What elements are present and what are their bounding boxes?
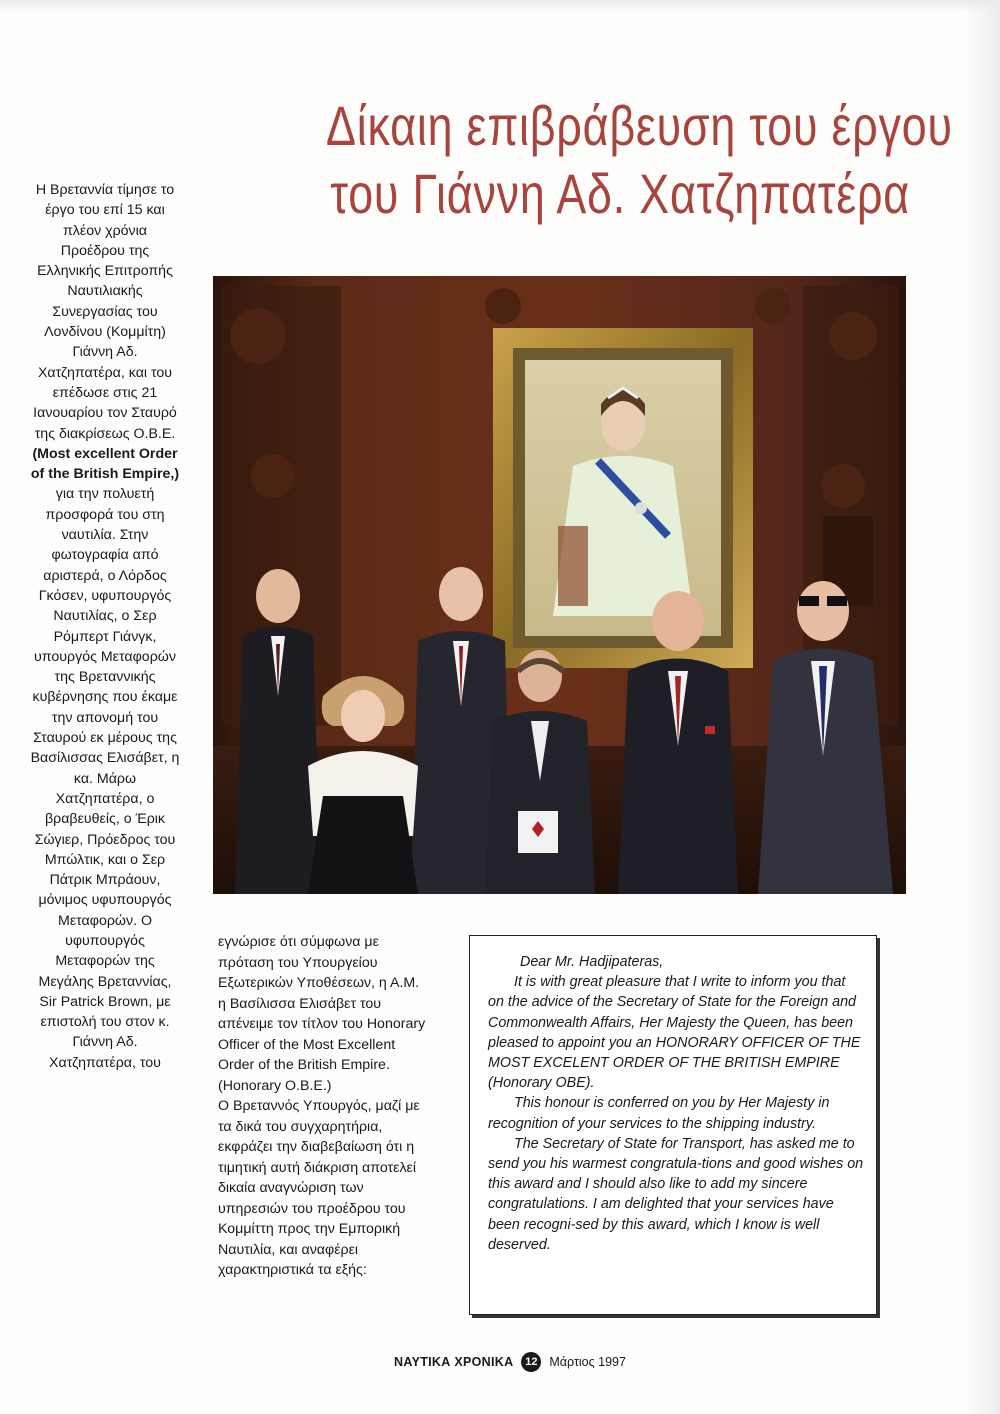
middle-paragraph-2: Ο Βρεταννός Υπουργός, μαζί με τα δικά του συγχαρητήρια, εκφράζει την διαβεβαίωση ότι η τιμητική αυτή διάκριση αποτελεί δικαία αναγνώριση των υπηρεσιών του προέδρου του Κομμίττη προς την Εμπορική Ναυτιλία, και αναφέρει χαρακτηριστικά τα εξής: [218, 1098, 420, 1278]
left-column-text [30, 180, 180, 1073]
magazine-name: ΝΑΥΤΙΚΑ ΧΡΟΝΙΚΑ [394, 1355, 514, 1369]
page-number: 12 [521, 1352, 541, 1372]
letter-paragraph-1: It is with great pleasure that I write to inform you that on the advice of the Secretary of State for the Foreign and Commonwealth Affairs, Her Majesty the Queen, has been pleased to appoint you an HONORARY OFFICER OF THE MOST EXCELENT ORDER OF THE BRITISH EMPIRE (Honorary OBE). [488, 974, 861, 1092]
letter-paragraph-3: The Secretary of State for Transport, has asked me to send you his warmest congratula-tions and good wishes on this award and I should also like to add my sincere congratulations. I am delighted that your services have been recogni-sed by this award, which I know is well deserved. [488, 1135, 864, 1253]
left-text-column [30, 180, 180, 1073]
page-footer [340, 1350, 680, 1374]
headline [326, 92, 953, 228]
letter-paragraph-2: This honour is conferred on you by Her Majesty in recognition of your services to the shipping industry. [488, 1095, 830, 1132]
intro-text: Η Βρετανvία τίμησε το έργο του επί 15 και πλέον χρόνια Προέδρου της Ελληνικής Επιτροπής Ναυτιλιακής Συνεργασίας του Λονδίνου (Κομμίτη) Γιάννη Αδ. Χατζηπατέρα, και του επέδωσε στις 21 Ιανουαρίου τον Σταυρό της διακρίσεως Ο.Β.Ε. [33, 182, 177, 442]
middle-paragraph-1: εγνώρισε ότι σύμφωνα με πρόταση του Υπουργείου Εξωτερικών Υποθέσεων, η Α.Μ. η Βασίλισσα Ελισάβετ του απένειμε τον τίτλον του Honorary Officer of the Most Excellent Order of the British Empire. (Honorary O.B.E.) [218, 934, 426, 1094]
middle-text-column [218, 932, 430, 1281]
letter-box [469, 935, 877, 1315]
headline-line-1: Δίκαιη επιβράβευση του έργου [326, 94, 953, 157]
headline-line-2: του Γιάννη Αδ. Χατζηπατέρα [330, 162, 910, 225]
order-name-english: (Most excellent Order of the British Empire,) [30, 445, 180, 483]
ceremony-photo [213, 276, 906, 894]
caption-text: για την πολυετή προσφορά του στη ναυτιλία. Στην φωτογραφία από αριστερά, ο Λόρδος Γκόσεν, υφυπουργός Ναυτιλίας, ο Σερ Ρόμπερτ Γιάνγκ, υπουργός Μεταφορών της Βρεταννικής κυβέρνησης που έκαμε την απονομή του Σταυρού εκ μέρους της Βασίλισσας Ελισάβετ, η κα. Μάρω Χατζηπατέρα, ο βραβευθείς, ο Έρικ Σώγιερ, Πρόεδρος του Μπώλτικ, και ο Σερ Πάτρικ Μπράουν, μόνιμος υφυπουργός Μεταφορών. Ο υφυπουργός Μεταφορών της Μεγάλης Βρεταννίας, Sir Patrick Brown, με επιστολή του στον κ. Γιάννη Αδ. Χατζηπατέρα, του [30, 486, 180, 1071]
issue-date: Μάρτιος 1997 [549, 1355, 626, 1369]
letter-salutation: Dear Mr. Hadjipateras, [520, 954, 664, 970]
